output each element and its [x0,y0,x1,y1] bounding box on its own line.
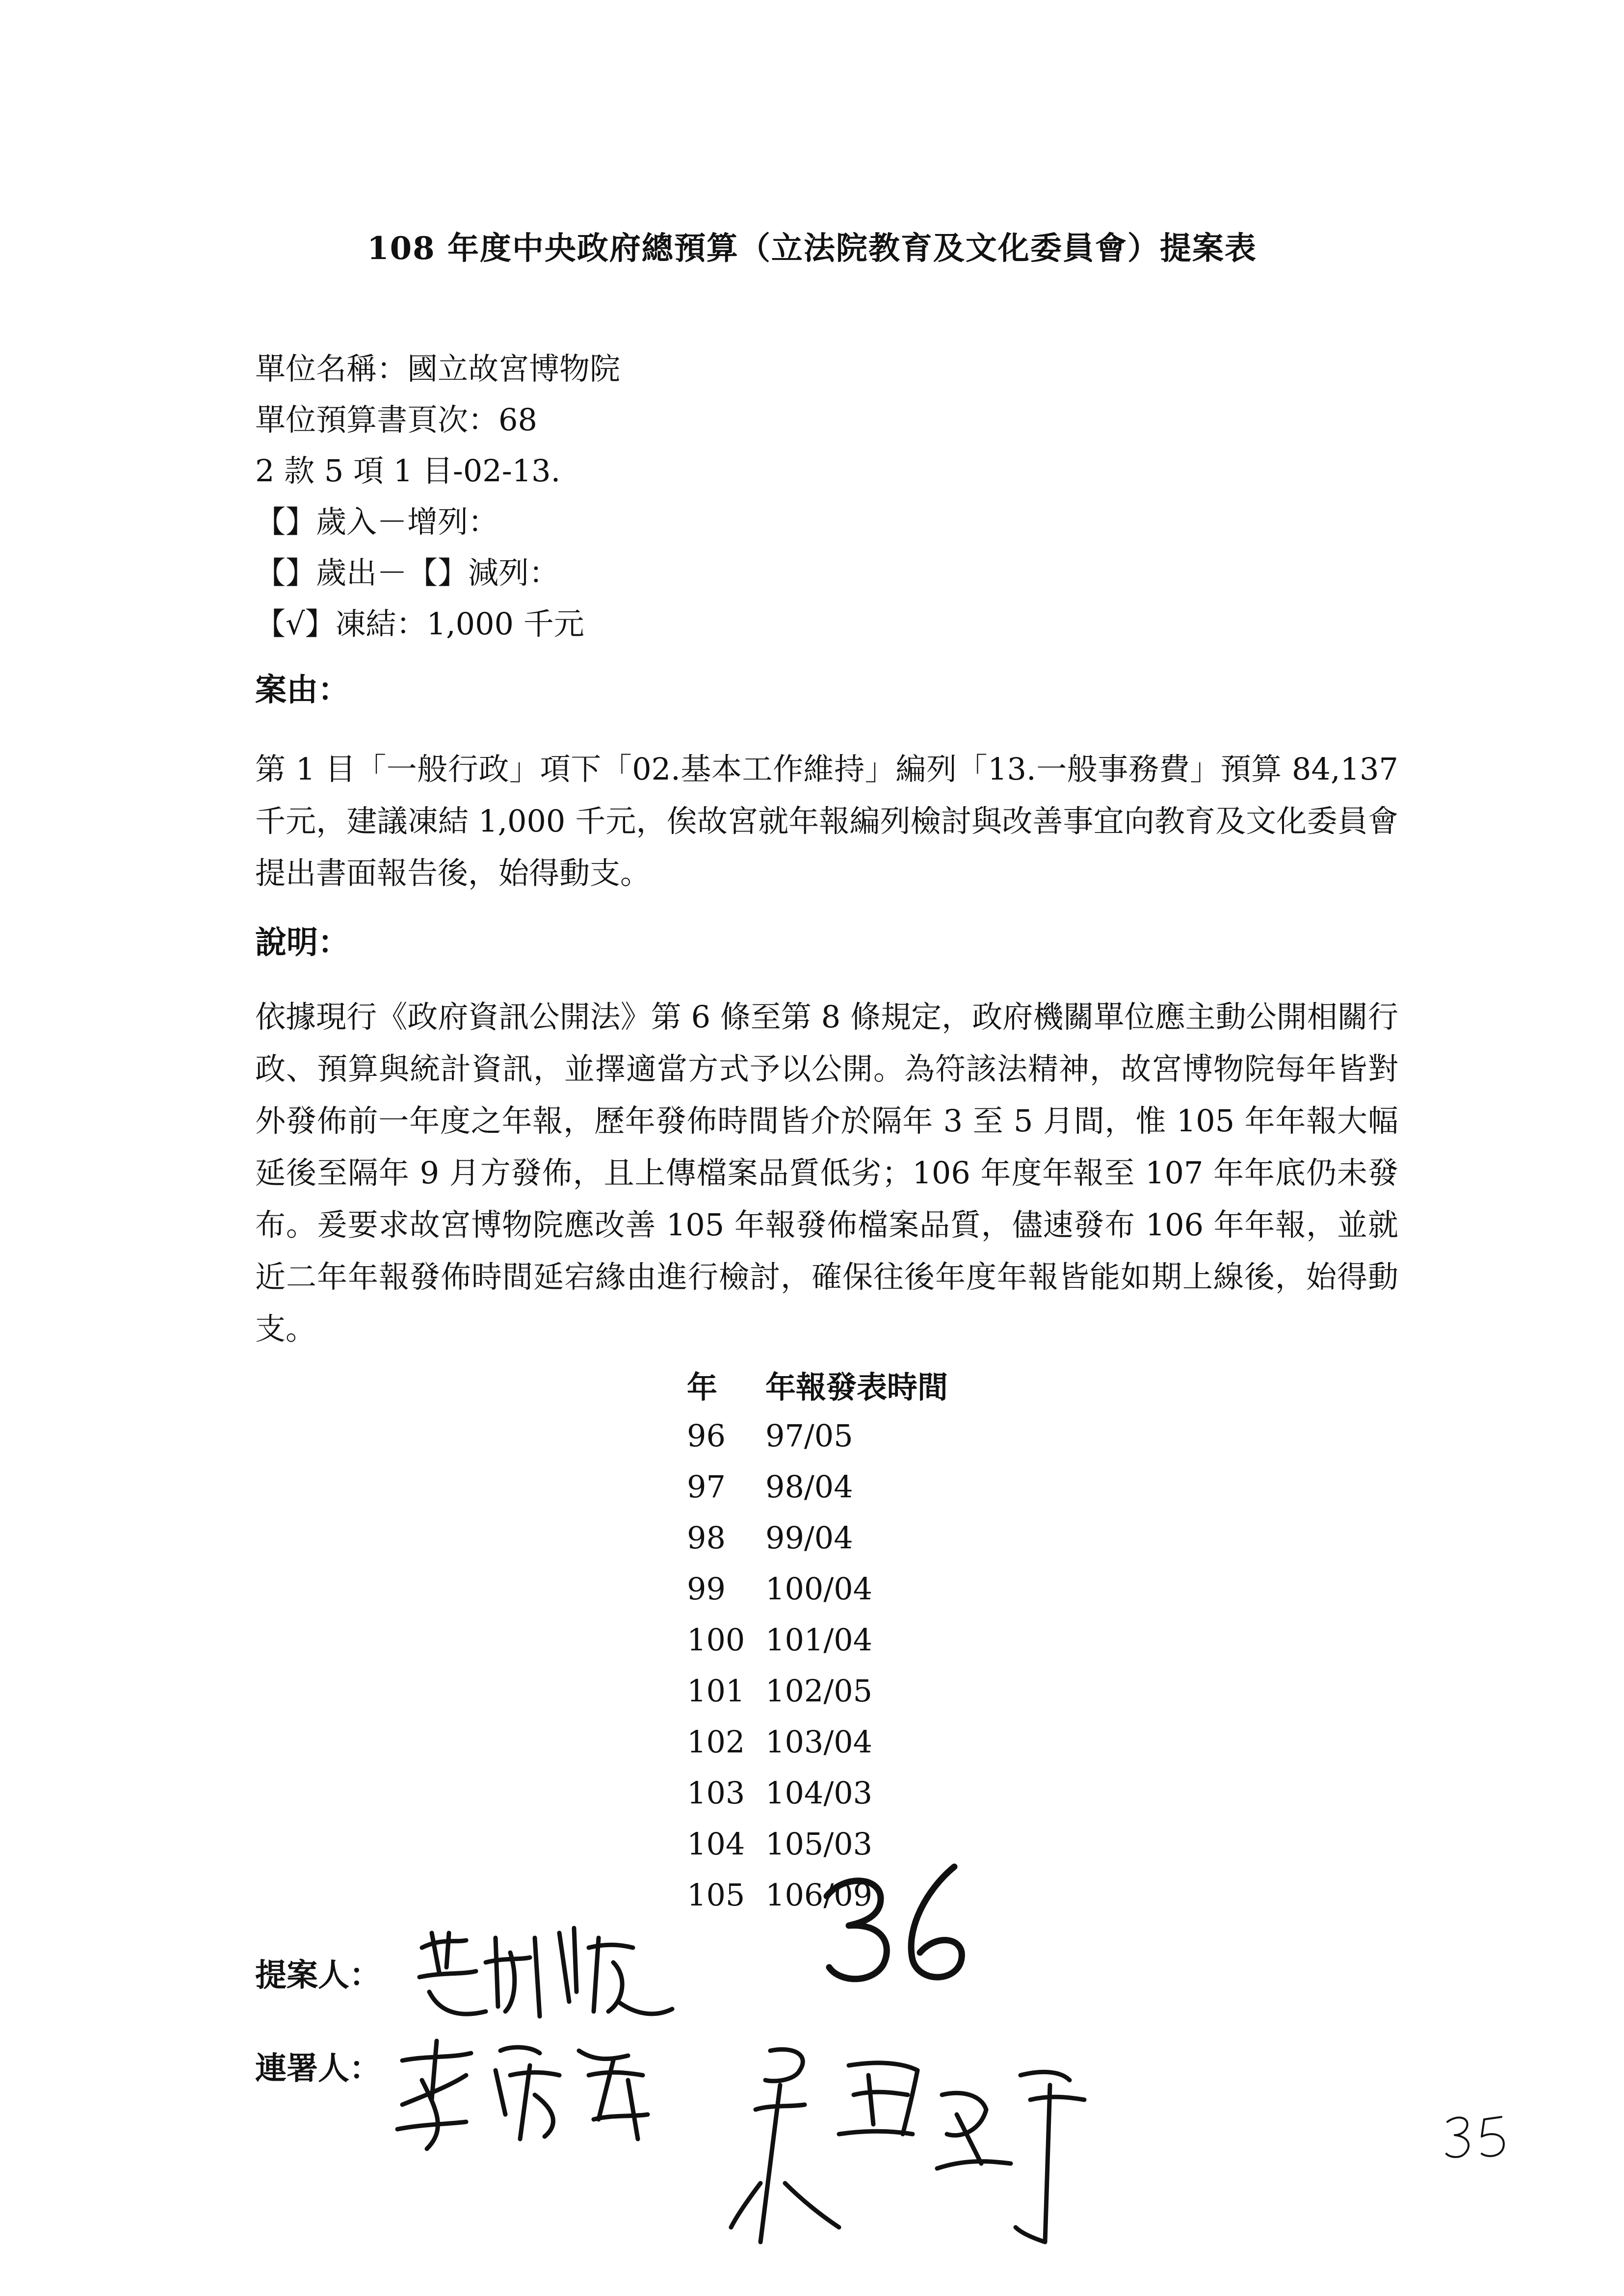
handwritten-number [814,1859,981,1992]
header-year: 年 [687,1369,718,1405]
table-row: 100 101/04 [687,1621,873,1658]
table-row: 102 103/04 [687,1723,873,1760]
cosigner-signature-1 [383,2031,657,2159]
freeze-line: 【√】凍結：1,000 千元 [255,606,584,642]
document-title: 108 年度中央政府總預算（立法院教育及文化委員會）提案表 [367,230,1257,267]
budget-page: 單位預算書頁次：68 [255,402,537,438]
table-row: 105 106/09 [687,1877,873,1913]
cosigner-signature-2 [726,2036,1128,2257]
table-row: 101 102/05 [687,1672,873,1709]
proposer-signature [412,1918,687,2036]
table-row: 104 105/03 [687,1826,873,1862]
case-text: 第 1 目「一般行政」項下「02.基本工作維持」編列「13.一般事務費」預算 84,137 千元，建議凍結 1,000 千元，俟故宮就年報編列檢討與改善事宜向教育及文化委員會提出書面報告後，始得動支。 [255,751,1398,891]
report-release-table [687,1359,1011,1920]
expense-line: 【】歲出－【】減列： [255,555,560,591]
table-row: 96 97/05 [687,1417,853,1454]
meta-block [255,343,620,650]
cosigner-label: 連署人： [255,2050,381,2087]
case-heading: 案由： [255,672,349,708]
table-row: 97 98/04 [687,1468,853,1505]
revenue-line: 【】歲入－增列： [255,504,499,540]
explain-text: 依據現行《政府資訊公開法》第 6 條至第 8 條規定，政府機關單位應主動公開相關行政、預算與統計資訊，並擇適當方式予以公開。為符該法精神，故宮博物院每年皆對外發佈前一年度之年報，歷年發佈時間皆介於隔年 3 至 5 月間，惟 105 年年報大幅延後至隔年 9 月方發佈，且上傳檔案品質低劣；106 年度年報至 107 年年底仍未發布。爰要求故宮博物院應改善 105 年報發佈檔案品質，儘速發布 106 年年報，並就近二年年報發佈時間延宕緣由進行檢討，確保往後年度年報皆能如期上線後，始得動支。 [255,999,1398,1347]
page-mark [1442,2110,1531,2164]
table-row: 103 104/03 [687,1774,873,1811]
unit-name: 單位名稱：國立故宮博物院 [255,351,621,387]
item-code: 2 款 5 項 1 目-02-13. [255,453,561,489]
proposer-label: 提案人： [255,1957,381,1994]
table-header [687,1359,1011,1410]
header-release: 年報發表時間 [765,1369,948,1405]
table-row: 99 100/04 [687,1570,873,1607]
table-row: 98 99/04 [687,1519,853,1556]
explain-heading: 說明： [255,924,349,961]
